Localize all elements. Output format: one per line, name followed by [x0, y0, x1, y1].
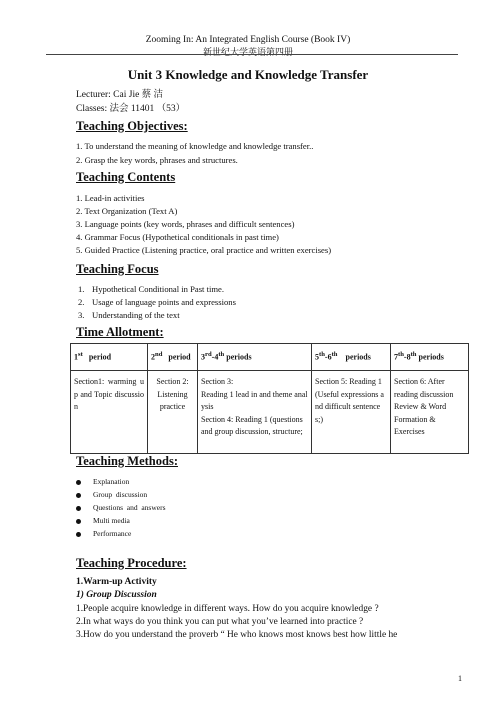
contents-item: 2. Text Organization (Text A) [76, 206, 178, 216]
time-allotment-table [70, 343, 469, 454]
unit-title: Unit 3 Knowledge and Knowledge Transfer [127, 67, 369, 82]
methods-heading: Teaching Methods: [76, 454, 178, 468]
table-row [71, 371, 469, 454]
period-header-label: period [82, 353, 112, 363]
focus-item [78, 297, 236, 307]
contents-heading: Teaching Contents [76, 170, 176, 184]
contents-item: 1. Lead-in activities [76, 193, 145, 203]
bullet-icon [76, 506, 81, 511]
bullet-icon [76, 493, 81, 498]
focus-item-number: 2. [78, 297, 85, 307]
period-header-label: period [162, 353, 191, 363]
lecturer-line: Lecturer: Cai Jie 蔡 洁 [76, 90, 164, 100]
period-header [71, 344, 148, 371]
period-header-range: -4 [211, 353, 219, 363]
period-header [198, 344, 312, 371]
objective-item: 1. To understand the meaning of knowledge and knowledge transfer.. [76, 141, 314, 151]
focus-item-text: Hypothetical Conditional in Past time. [92, 284, 224, 294]
focus-item-number: 3. [78, 310, 85, 320]
period-header-label: periods [337, 353, 371, 363]
contents-item: 4. Grammar Focus (Hypothetical conditionals in past time) [76, 232, 279, 242]
method-item [76, 477, 129, 486]
method-item [76, 503, 166, 512]
period-header-number: 3 [201, 353, 205, 363]
objective-item: 2. Grasp the key words, phrases and structures. [76, 155, 238, 165]
table-cell: Section 3: Reading 1 lead in and theme analysis Section 4: Reading 1 (questions and group discussion, structure; [198, 371, 312, 454]
discussion-question: 1.People acquire knowledge in different ways. How do you acquire knowledge ? [76, 604, 379, 614]
bullet-icon [76, 519, 81, 524]
period-header-suffix: st [78, 351, 83, 359]
table-cell: Section 2: Listening practice [148, 371, 198, 454]
method-item [76, 516, 130, 525]
method-item [76, 529, 131, 538]
period-header-number: 7 [394, 353, 398, 363]
running-header-title: Zooming In: An Integrated English Course (Book IV) [145, 35, 351, 45]
period-header-suffix: th [218, 351, 225, 359]
focus-item [78, 284, 224, 294]
table-cell: Section 6: After reading discussion Review & Word Formation & Exercises [391, 371, 469, 454]
contents-item: 5. Guided Practice (Listening practice, oral practice and written exercises) [76, 245, 332, 255]
procedure-activity-heading: 1) Group Discussion [76, 590, 157, 600]
discussion-question: 2.In what ways do you think you can put what you’ve learned into practice ? [76, 617, 364, 627]
procedure-heading: Teaching Procedure: [76, 556, 187, 570]
period-header-label: periods [224, 353, 252, 363]
period-header [391, 344, 469, 371]
discussion-question: 3.How do you understand the proverb “ He who knows most knows best how little he [76, 630, 398, 640]
period-header-range: -8 [403, 353, 411, 363]
page-number: 1 [458, 674, 462, 683]
focus-item [78, 310, 180, 320]
period-header-number: 5 [315, 353, 319, 363]
classes-line: Classes: 法会 11401 （53） [76, 104, 186, 114]
period-header-suffix: rd [205, 351, 212, 359]
period-header-suffix: th [410, 351, 417, 359]
table-cell: Section1: warming up and Topic discussion [71, 371, 148, 454]
period-header-number: 1 [74, 353, 78, 363]
bullet-icon [76, 532, 81, 537]
period-header-suffix: th [398, 351, 404, 359]
focus-item-number: 1. [78, 284, 85, 294]
table-cell: Section 5: Reading 1 (Useful expressions and difficult sentences;) [312, 371, 391, 454]
time-allotment-heading: Time Allotment: [76, 325, 164, 339]
method-label: Multi media [93, 516, 130, 525]
period-header-suffix: th [331, 351, 338, 359]
method-label: Group discussion [93, 490, 148, 499]
period-header [312, 344, 391, 371]
method-item [76, 490, 147, 499]
method-label: Explanation [93, 477, 130, 486]
procedure-subheading: 1.Warm-up Activity [76, 577, 157, 587]
period-header-range: -6 [324, 353, 332, 363]
objectives-heading: Teaching Objectives: [76, 119, 188, 133]
header-rule [46, 54, 458, 55]
bullet-icon [76, 480, 81, 485]
method-label: Questions and answers [93, 503, 166, 512]
focus-item-text: Usage of language points and expressions [92, 297, 236, 307]
period-header-suffix: nd [155, 351, 163, 359]
focus-heading: Teaching Focus [76, 262, 159, 276]
period-header [148, 344, 198, 371]
period-header-suffix: th [319, 351, 325, 359]
contents-item: 3. Language points (key words, phrases and difficult sentences) [76, 219, 295, 229]
running-header-subtitle: 新世纪大学英语第四册 [202, 47, 293, 57]
table-header-row [71, 344, 469, 371]
period-header-label: periods [416, 353, 444, 363]
period-header-number: 2 [151, 353, 155, 363]
method-label: Performance [93, 529, 132, 538]
focus-item-text: Understanding of the text [92, 310, 180, 320]
